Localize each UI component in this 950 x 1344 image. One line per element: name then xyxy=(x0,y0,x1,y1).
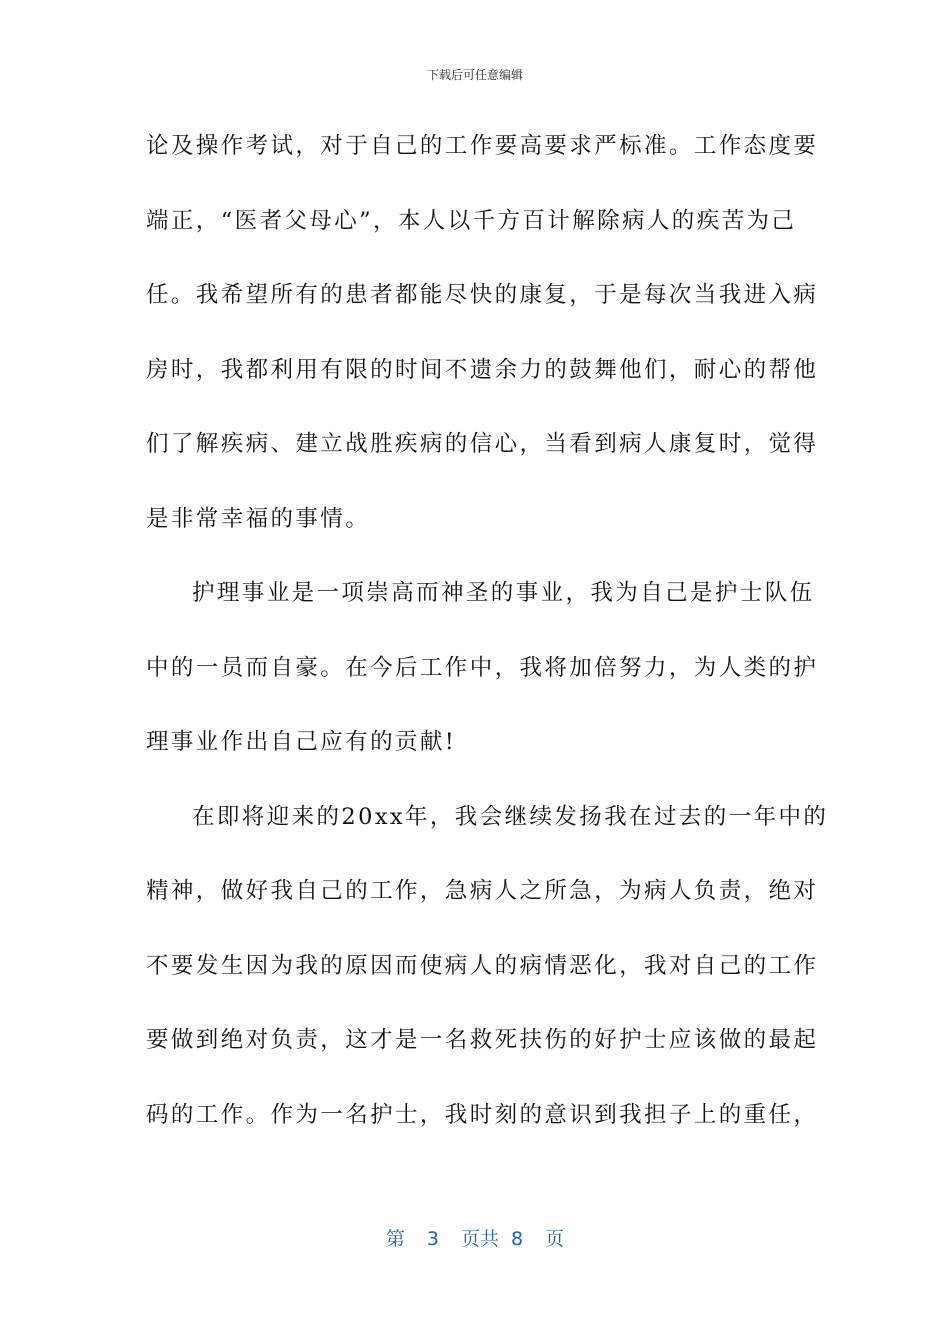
current-page-number: 3 xyxy=(426,1228,439,1250)
page-mid: 页共 xyxy=(460,1228,499,1250)
body-line: 精神，做好我自己的工作，急病人之所急，为病人负责，绝对 xyxy=(146,878,819,904)
page-footer xyxy=(0,1226,950,1252)
body-line: 码的工作。作为一名护士，我时刻的意识到我担子上的重任， xyxy=(146,1101,819,1128)
body-line: 们了解疾病、建立战胜疾病的信心，当看到病人康复时，觉得 xyxy=(146,431,819,457)
body-line: 中的一员而自豪。在今后工作中，我将加倍努力，为人类的护 xyxy=(146,654,819,681)
header-note: 下载后可任意编辑 xyxy=(426,68,523,82)
body-line: 在即将迎来的20xx年，我会继续发扬我在过去的一年中的 xyxy=(192,803,829,830)
body-line: 不要发生因为我的原因而使病人的病情恶化，我对自己的工作 xyxy=(146,952,819,979)
body-line: 理事业作出自己应有的贡献! xyxy=(146,729,457,755)
body-line: 房时，我都利用有限的时间不遗余力的鼓舞他们，耐心的帮他 xyxy=(146,356,819,383)
page-suffix: 页 xyxy=(545,1228,565,1250)
body-line: 是非常幸福的事情。 xyxy=(146,505,371,532)
body-text xyxy=(146,126,829,1169)
body-line: 任。我希望所有的患者都能尽快的康复，于是每次当我进入病 xyxy=(146,282,819,308)
page-prefix: 第 xyxy=(385,1228,405,1250)
body-line: 端正，“医者父母心”，本人以千方百计解除病人的疾苦为己 xyxy=(146,207,797,234)
body-line: 要做到绝对负责，这才是一名救死扶伤的好护士应该做的最起 xyxy=(146,1027,819,1053)
body-line: 护理事业是一项崇高而神圣的事业，我为自己是护士队伍 xyxy=(192,580,815,606)
body-line: 论及操作考试，对于自己的工作要高要求严标准。工作态度要 xyxy=(146,133,819,159)
total-pages-number: 8 xyxy=(511,1228,524,1250)
